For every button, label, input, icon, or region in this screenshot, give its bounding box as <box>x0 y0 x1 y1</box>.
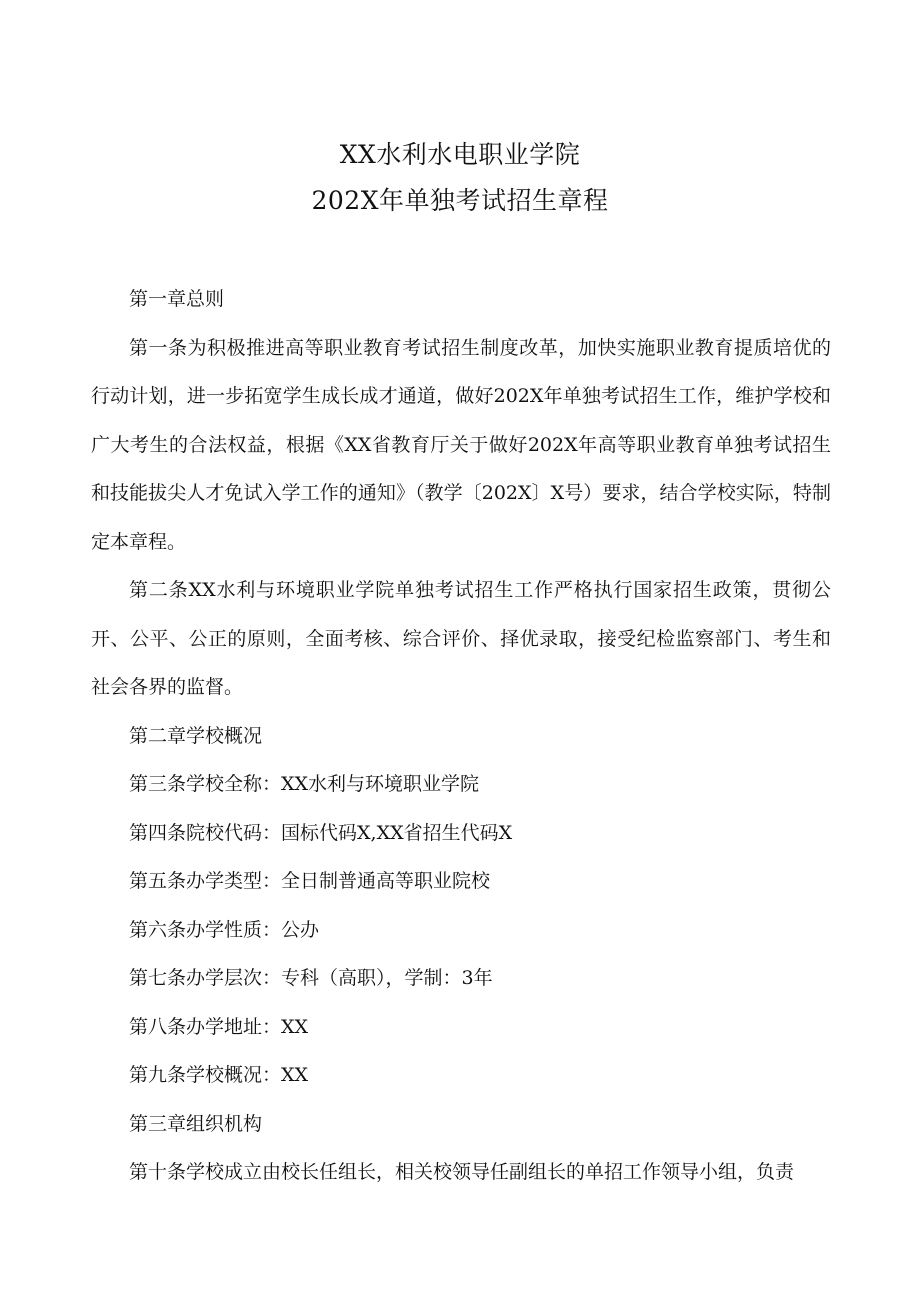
article-paragraph-4: 第四条院校代码：国标代码X,XX省招生代码X <box>129 821 513 844</box>
chapter-heading-3: 第三章组织机构 <box>129 1112 263 1135</box>
article-paragraph-1: 第一条为积极推进高等职业教育考试招生制度改革，加快实施职业教育提质培优的行动计划，进一步拓宽学生成长成才通道，做好202X年单独考试招生工作，维护学校和广大考生的合法权益，根据《XX省教育厅关于做好202X年高等职业教育单独考试招生和技能拔尖人才免试入学工作的通知》（教学〔202X〕X号）要求，结合学校实际，特制定本章程。 <box>91 336 831 553</box>
chapter-heading-2: 第二章学校概况 <box>129 724 263 747</box>
chapter-heading-1: 第一章总则 <box>129 288 225 310</box>
document-title-line1: XX水利水电职业学院 <box>339 140 581 169</box>
article-paragraph-5: 第五条办学类型：全日制普通高等职业院校 <box>129 870 491 892</box>
article-paragraph-8: 第八条办学地址：XX <box>129 1015 309 1038</box>
article-paragraph-9: 第九条学校概况：XX <box>129 1064 309 1086</box>
article-paragraph-3: 第三条学校全称：XX水利与环境职业学院 <box>129 773 480 795</box>
document-title-line2: 202X年单独考试招生章程 <box>311 186 609 215</box>
document-body <box>91 275 831 1197</box>
title-block <box>0 132 920 224</box>
article-paragraph-6: 第六条办学性质：公办 <box>129 918 320 941</box>
article-paragraph-10: 第十条学校成立由校长任组长，相关校领导任副组长的单招工作领导小组，负责 <box>129 1161 795 1183</box>
article-paragraph-7: 第七条办学层次：专科（高职），学制：3年 <box>129 967 493 989</box>
article-paragraph-2: 第二条XX水利与环境职业学院单独考试招生工作严格执行国家招生政策，贯彻公开、公平、公正的原则，全面考核、综合评价、择优录取，接受纪检监察部门、考生和社会各界的监督。 <box>91 579 831 698</box>
